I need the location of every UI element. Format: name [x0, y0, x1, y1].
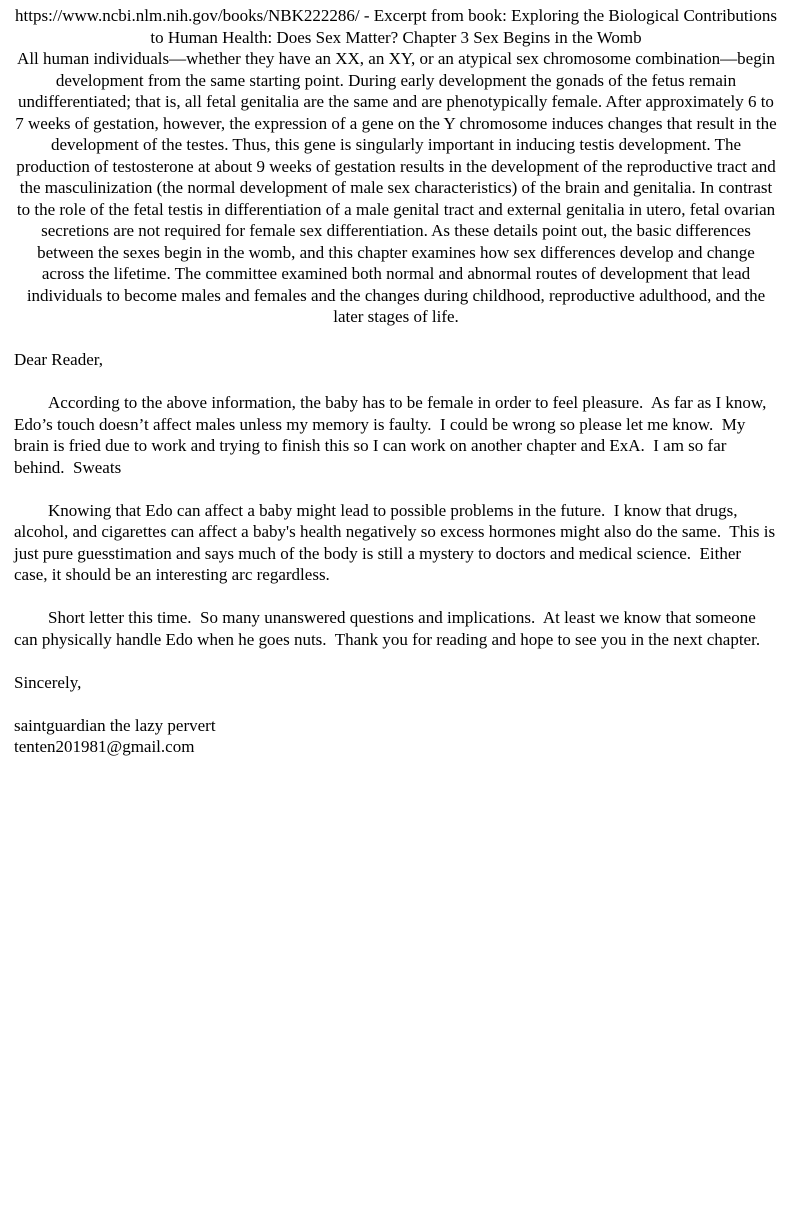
- signature-email: tenten201981@gmail.com: [14, 737, 195, 756]
- source-citation: https://www.ncbi.nlm.nih.gov/books/NBK222286/ - Excerpt from book: Exploring the Biological Contributions to Human Health: Does Sex Matter? Chapter 3 Sex Begins in the Womb: [15, 6, 782, 47]
- salutation: Dear Reader,: [14, 350, 103, 369]
- closing: Sincerely,: [14, 672, 82, 692]
- excerpt-text: All human individuals—whether they have an XX, an XY, or an atypical sex chromosome combination—begin development from the same starting point. During early development the gonads of the fetus remain undifferentiated; that is, all fetal genitalia are the same and are phenotypically female. After approximately 6 to 7 weeks of gestation, however, the expression of a gene on the Y chromosome induces changes that result in the development of the testes. Thus, this gene is singularly important in inducing testis development. The production of testosterone at about 9 weeks of gestation results in the development of the reproductive tract and the masculinization (the normal development of male sex characteristics) of the brain and genitalia. In contrast to the role of the fetal testis in differentiation of a male genital tract and external genitalia in utero, fetal ovarian secretions are not required for female sex differentiation. As these details point out, the basic differences between the sexes begin in the womb, and this chapter examines how sex differences develop and change across the lifetime. The committee examined both normal and abnormal routes of development that lead individuals to become males and females and the changes during childhood, reproductive adulthood, and the later stages of life.: [15, 49, 781, 326]
- letter-paragraph: Knowing that Edo can affect a baby might lead to possible problems in the future. I know that drugs, alcohol, and cigarettes can affect a baby's health negatively so excess hormones might also do the same. This is just pure guesstimation and says much of the body is still a mystery to doctors and medical science. Either case, it should be an interesting arc regardless.: [14, 500, 780, 584]
- letter-paragraph: According to the above information, the baby has to be female in order to feel pleasure. As far as I know, Edo’s touch doesn’t affect males unless my memory is faulty. I could be wrong so please let me know. My brain is fried due to work and trying to finish this so I can work on another chapter and ExA. I am so far behind. Sweats: [14, 393, 771, 477]
- letter-paragraph: Short letter this time. So many unanswered questions and implications. At least we know that someone can physically handle Edo when he goes nuts. Thank you for reading and hope to see you in the next chapter.: [14, 608, 761, 649]
- signature-name: saintguardian the lazy pervert: [14, 715, 216, 735]
